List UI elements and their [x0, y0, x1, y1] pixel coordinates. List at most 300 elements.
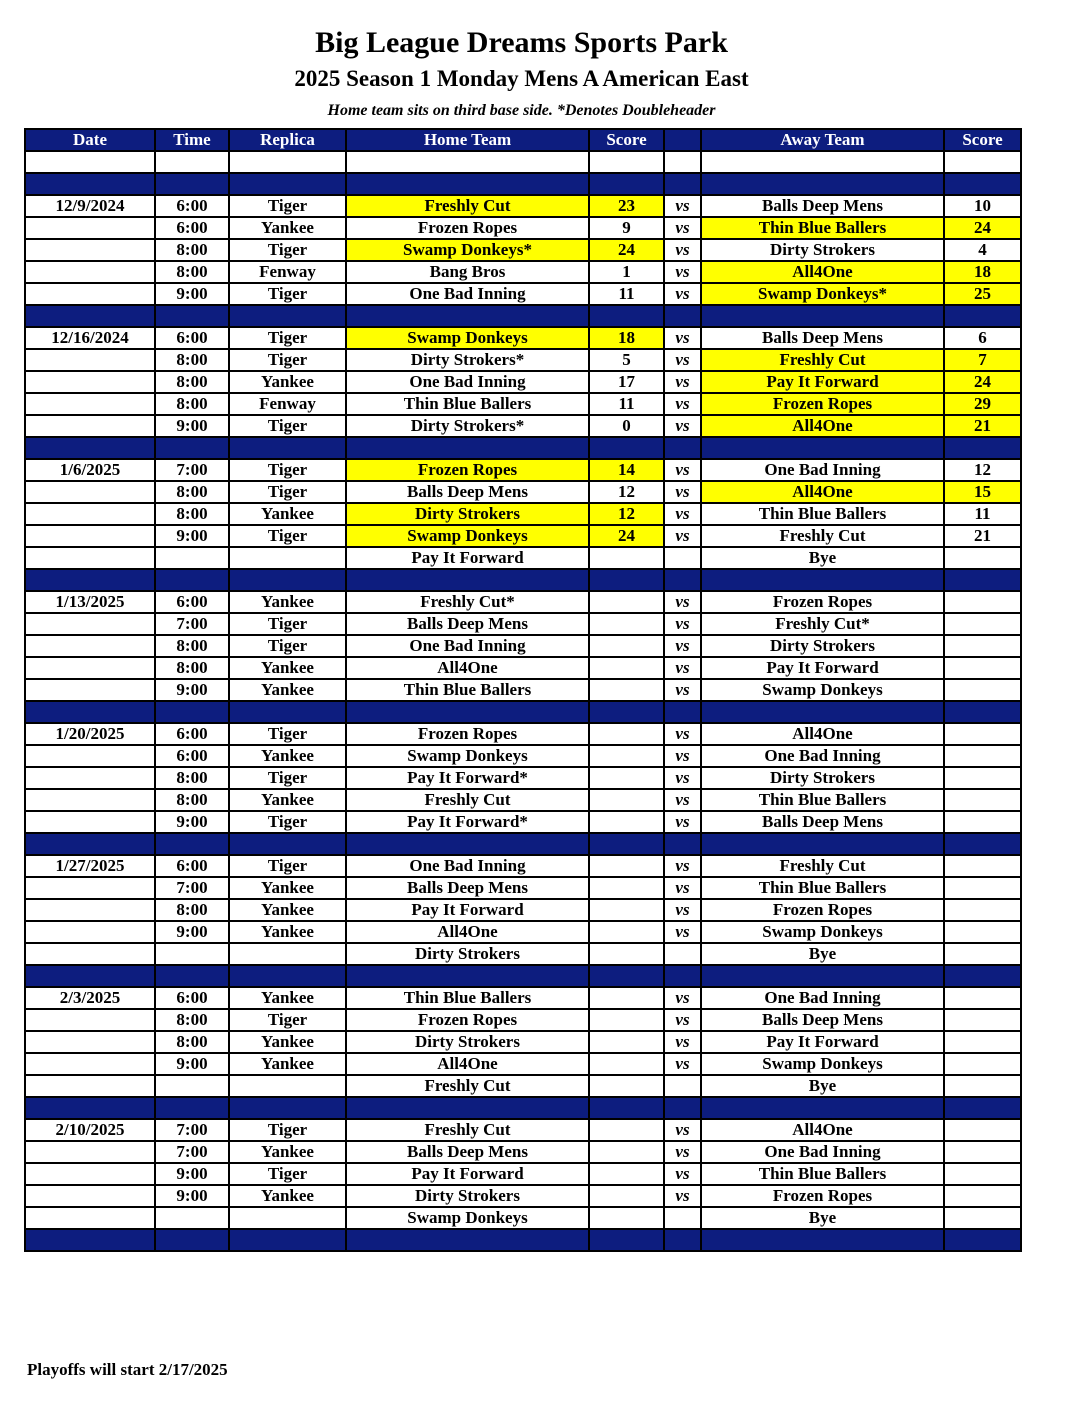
home-score: 0 — [589, 415, 664, 437]
away-score — [944, 613, 1021, 635]
home-team: Frozen Ropes — [346, 217, 589, 239]
away-team: Pay It Forward — [701, 1031, 944, 1053]
home-team: Balls Deep Mens — [346, 613, 589, 635]
vs-label: vs — [664, 1163, 701, 1185]
separator-cell — [944, 1097, 1021, 1119]
blank-cell — [589, 151, 664, 173]
separator-cell — [589, 701, 664, 723]
away-team: Balls Deep Mens — [701, 327, 944, 349]
game-time: 8:00 — [155, 1009, 229, 1031]
vs-label: vs — [664, 855, 701, 877]
home-score — [589, 547, 664, 569]
game-row — [25, 767, 1021, 789]
vs-label: vs — [664, 745, 701, 767]
home-score — [589, 1163, 664, 1185]
home-score — [589, 789, 664, 811]
away-score — [944, 723, 1021, 745]
game-replica: Yankee — [229, 877, 346, 899]
page-subtitle: 2025 Season 1 Monday Mens A American East — [294, 66, 749, 91]
vs-label: vs — [664, 481, 701, 503]
vs-label: vs — [664, 987, 701, 1009]
home-score — [589, 1185, 664, 1207]
vs-label: vs — [664, 327, 701, 349]
game-replica: Tiger — [229, 239, 346, 261]
game-time: 8:00 — [155, 261, 229, 283]
home-team: Thin Blue Ballers — [346, 679, 589, 701]
home-team: Swamp Donkeys — [346, 745, 589, 767]
away-team: Freshly Cut* — [701, 613, 944, 635]
away-score — [944, 1163, 1021, 1185]
game-row — [25, 283, 1021, 305]
separator-cell — [944, 965, 1021, 987]
home-score — [589, 1075, 664, 1097]
blank-row — [25, 151, 1021, 173]
away-score: 21 — [944, 415, 1021, 437]
vs-label: vs — [664, 635, 701, 657]
blank-cell — [701, 151, 944, 173]
vs-label: vs — [664, 811, 701, 833]
away-score — [944, 745, 1021, 767]
vs-label — [664, 943, 701, 965]
separator-cell — [25, 1097, 155, 1119]
col-time: Time — [155, 129, 229, 151]
game-date — [25, 679, 155, 701]
home-team: Pay It Forward* — [346, 767, 589, 789]
away-score — [944, 899, 1021, 921]
separator-cell — [664, 1229, 701, 1251]
separator-cell — [229, 1229, 346, 1251]
home-team: Thin Blue Ballers — [346, 987, 589, 1009]
vs-label: vs — [664, 613, 701, 635]
away-score — [944, 1119, 1021, 1141]
game-replica: Tiger — [229, 767, 346, 789]
separator-cell — [664, 569, 701, 591]
game-time: 8:00 — [155, 349, 229, 371]
game-time — [155, 1207, 229, 1229]
home-team: Swamp Donkeys — [346, 1207, 589, 1229]
game-date — [25, 371, 155, 393]
game-row — [25, 987, 1021, 1009]
away-score: 24 — [944, 217, 1021, 239]
game-date — [25, 789, 155, 811]
blank-cell — [155, 151, 229, 173]
home-score: 24 — [589, 239, 664, 261]
home-score: 12 — [589, 481, 664, 503]
home-team: Dirty Strokers — [346, 1185, 589, 1207]
away-team: Swamp Donkeys — [701, 1053, 944, 1075]
away-score — [944, 635, 1021, 657]
home-team: One Bad Inning — [346, 855, 589, 877]
game-time — [155, 1075, 229, 1097]
away-score — [944, 943, 1021, 965]
header-row — [25, 129, 1021, 151]
home-score — [589, 745, 664, 767]
away-team: Bye — [701, 943, 944, 965]
game-date: 1/6/2025 — [25, 459, 155, 481]
separator-cell — [346, 569, 589, 591]
away-score: 24 — [944, 371, 1021, 393]
away-score: 25 — [944, 283, 1021, 305]
vs-label: vs — [664, 349, 701, 371]
away-score — [944, 987, 1021, 1009]
game-replica: Tiger — [229, 459, 346, 481]
game-date — [25, 635, 155, 657]
game-time: 8:00 — [155, 239, 229, 261]
game-row — [25, 1207, 1021, 1229]
vs-label: vs — [664, 1053, 701, 1075]
separator-cell — [701, 173, 944, 195]
home-team: Swamp Donkeys* — [346, 239, 589, 261]
home-score: 23 — [589, 195, 664, 217]
game-date — [25, 745, 155, 767]
game-replica: Tiger — [229, 613, 346, 635]
game-replica: Yankee — [229, 789, 346, 811]
vs-label — [664, 547, 701, 569]
home-team: Pay It Forward — [346, 547, 589, 569]
home-score: 18 — [589, 327, 664, 349]
home-score — [589, 811, 664, 833]
week-separator — [25, 965, 1021, 987]
vs-label — [664, 1207, 701, 1229]
separator-cell — [155, 833, 229, 855]
game-date — [25, 547, 155, 569]
game-date — [25, 1185, 155, 1207]
away-team: Frozen Ropes — [701, 1185, 944, 1207]
game-date — [25, 525, 155, 547]
home-team: Balls Deep Mens — [346, 481, 589, 503]
week-separator — [25, 1229, 1021, 1251]
home-team: All4One — [346, 921, 589, 943]
vs-label: vs — [664, 1009, 701, 1031]
home-team: Balls Deep Mens — [346, 877, 589, 899]
week-separator — [25, 173, 1021, 195]
away-team: Dirty Strokers — [701, 767, 944, 789]
separator-cell — [25, 833, 155, 855]
away-team: Frozen Ropes — [701, 591, 944, 613]
away-team: Freshly Cut — [701, 855, 944, 877]
away-team: One Bad Inning — [701, 987, 944, 1009]
game-time: 9:00 — [155, 525, 229, 547]
separator-cell — [701, 965, 944, 987]
separator-cell — [664, 305, 701, 327]
home-score — [589, 723, 664, 745]
vs-label: vs — [664, 591, 701, 613]
home-score — [589, 635, 664, 657]
game-replica — [229, 1207, 346, 1229]
away-team: Balls Deep Mens — [701, 195, 944, 217]
separator-cell — [346, 833, 589, 855]
away-team: Thin Blue Ballers — [701, 1163, 944, 1185]
game-time: 6:00 — [155, 745, 229, 767]
away-score — [944, 1141, 1021, 1163]
separator-cell — [25, 305, 155, 327]
away-team: All4One — [701, 1119, 944, 1141]
week-separator — [25, 701, 1021, 723]
vs-label: vs — [664, 371, 701, 393]
home-score: 9 — [589, 217, 664, 239]
away-team: Dirty Strokers — [701, 635, 944, 657]
game-date — [25, 1053, 155, 1075]
home-team: Dirty Strokers* — [346, 349, 589, 371]
home-team: Frozen Ropes — [346, 723, 589, 745]
vs-label: vs — [664, 239, 701, 261]
game-replica — [229, 1075, 346, 1097]
separator-cell — [229, 1097, 346, 1119]
game-replica: Tiger — [229, 723, 346, 745]
game-time: 8:00 — [155, 789, 229, 811]
game-row — [25, 371, 1021, 393]
game-row — [25, 855, 1021, 877]
separator-cell — [944, 701, 1021, 723]
game-time: 9:00 — [155, 921, 229, 943]
separator-cell — [589, 1097, 664, 1119]
separator-cell — [944, 173, 1021, 195]
game-date — [25, 1031, 155, 1053]
separator-cell — [155, 701, 229, 723]
separator-cell — [155, 569, 229, 591]
separator-cell — [944, 305, 1021, 327]
game-time: 9:00 — [155, 415, 229, 437]
week-separator — [25, 437, 1021, 459]
playoffs-note: Playoffs will start 2/17/2025 — [27, 1360, 228, 1379]
separator-cell — [229, 701, 346, 723]
home-score — [589, 613, 664, 635]
away-team: Thin Blue Ballers — [701, 877, 944, 899]
game-row — [25, 525, 1021, 547]
vs-label: vs — [664, 789, 701, 811]
separator-cell — [701, 437, 944, 459]
home-team: One Bad Inning — [346, 635, 589, 657]
vs-label: vs — [664, 195, 701, 217]
game-date — [25, 283, 155, 305]
home-score — [589, 591, 664, 613]
vs-label: vs — [664, 525, 701, 547]
schedule-body — [25, 151, 1021, 1251]
separator-cell — [346, 1097, 589, 1119]
home-score — [589, 987, 664, 1009]
vs-label: vs — [664, 657, 701, 679]
home-score — [589, 657, 664, 679]
home-team: Freshly Cut — [346, 1075, 589, 1097]
separator-cell — [346, 437, 589, 459]
home-score — [589, 855, 664, 877]
game-time: 8:00 — [155, 1031, 229, 1053]
game-time: 6:00 — [155, 195, 229, 217]
game-time: 6:00 — [155, 987, 229, 1009]
home-team: Pay It Forward* — [346, 811, 589, 833]
away-score: 4 — [944, 239, 1021, 261]
away-team: Frozen Ropes — [701, 393, 944, 415]
away-score — [944, 547, 1021, 569]
game-row — [25, 723, 1021, 745]
separator-cell — [944, 1229, 1021, 1251]
away-score — [944, 877, 1021, 899]
game-date: 12/16/2024 — [25, 327, 155, 349]
game-row — [25, 547, 1021, 569]
game-replica: Yankee — [229, 745, 346, 767]
away-team: Freshly Cut — [701, 349, 944, 371]
week-separator — [25, 305, 1021, 327]
separator-cell — [25, 173, 155, 195]
schedule-table — [24, 128, 1022, 1252]
game-date — [25, 767, 155, 789]
away-score — [944, 591, 1021, 613]
home-score — [589, 943, 664, 965]
away-team: Frozen Ropes — [701, 899, 944, 921]
game-time: 7:00 — [155, 1141, 229, 1163]
game-row — [25, 921, 1021, 943]
separator-cell — [701, 701, 944, 723]
game-row — [25, 261, 1021, 283]
separator-cell — [229, 437, 346, 459]
blank-cell — [25, 151, 155, 173]
vs-label: vs — [664, 679, 701, 701]
home-score — [589, 1141, 664, 1163]
separator-cell — [589, 833, 664, 855]
game-row — [25, 239, 1021, 261]
separator-cell — [944, 437, 1021, 459]
game-replica: Yankee — [229, 1053, 346, 1075]
separator-cell — [155, 1097, 229, 1119]
home-score — [589, 921, 664, 943]
away-score: 7 — [944, 349, 1021, 371]
game-replica: Yankee — [229, 1031, 346, 1053]
away-team: Pay It Forward — [701, 371, 944, 393]
game-time: 9:00 — [155, 1053, 229, 1075]
week-separator — [25, 569, 1021, 591]
game-time: 8:00 — [155, 635, 229, 657]
away-score — [944, 921, 1021, 943]
separator-cell — [25, 701, 155, 723]
home-team: Dirty Strokers — [346, 943, 589, 965]
game-date — [25, 613, 155, 635]
home-score — [589, 1053, 664, 1075]
away-score — [944, 811, 1021, 833]
away-team: One Bad Inning — [701, 1141, 944, 1163]
game-replica: Tiger — [229, 283, 346, 305]
game-replica: Tiger — [229, 415, 346, 437]
game-replica: Yankee — [229, 1141, 346, 1163]
separator-cell — [25, 1229, 155, 1251]
game-row — [25, 1119, 1021, 1141]
away-team: Balls Deep Mens — [701, 1009, 944, 1031]
game-row — [25, 789, 1021, 811]
game-replica: Yankee — [229, 987, 346, 1009]
away-team: All4One — [701, 723, 944, 745]
vs-label: vs — [664, 459, 701, 481]
game-date: 1/27/2025 — [25, 855, 155, 877]
separator-cell — [229, 173, 346, 195]
col-away-score: Score — [944, 129, 1021, 151]
home-team: Dirty Strokers — [346, 1031, 589, 1053]
game-replica: Yankee — [229, 899, 346, 921]
game-row — [25, 679, 1021, 701]
home-score: 12 — [589, 503, 664, 525]
game-replica: Yankee — [229, 921, 346, 943]
game-time: 7:00 — [155, 613, 229, 635]
game-replica: Tiger — [229, 195, 346, 217]
home-score: 11 — [589, 393, 664, 415]
away-score: 12 — [944, 459, 1021, 481]
away-team: Thin Blue Ballers — [701, 789, 944, 811]
home-score — [589, 899, 664, 921]
game-time: 8:00 — [155, 767, 229, 789]
col-away-team: Away Team — [701, 129, 944, 151]
game-time — [155, 943, 229, 965]
game-date — [25, 239, 155, 261]
home-score — [589, 1207, 664, 1229]
away-score — [944, 1053, 1021, 1075]
vs-label: vs — [664, 1119, 701, 1141]
separator-cell — [664, 965, 701, 987]
separator-cell — [664, 1097, 701, 1119]
game-date — [25, 217, 155, 239]
game-replica: Yankee — [229, 217, 346, 239]
away-team: Bye — [701, 1075, 944, 1097]
game-row — [25, 899, 1021, 921]
away-score — [944, 855, 1021, 877]
separator-cell — [155, 173, 229, 195]
game-time: 9:00 — [155, 811, 229, 833]
game-time: 8:00 — [155, 481, 229, 503]
home-team: Freshly Cut — [346, 789, 589, 811]
game-date — [25, 261, 155, 283]
game-row — [25, 1141, 1021, 1163]
home-score: 11 — [589, 283, 664, 305]
game-time: 7:00 — [155, 877, 229, 899]
vs-label: vs — [664, 1031, 701, 1053]
game-replica: Tiger — [229, 635, 346, 657]
vs-label: vs — [664, 283, 701, 305]
col-date: Date — [25, 129, 155, 151]
separator-cell — [25, 437, 155, 459]
game-replica: Tiger — [229, 811, 346, 833]
game-time: 8:00 — [155, 899, 229, 921]
game-row — [25, 393, 1021, 415]
game-replica: Yankee — [229, 591, 346, 613]
separator-cell — [346, 1229, 589, 1251]
game-date — [25, 811, 155, 833]
game-row — [25, 877, 1021, 899]
game-date — [25, 415, 155, 437]
game-row — [25, 459, 1021, 481]
game-time: 9:00 — [155, 679, 229, 701]
game-time: 8:00 — [155, 371, 229, 393]
separator-cell — [229, 965, 346, 987]
game-replica: Fenway — [229, 393, 346, 415]
schedule-note: Home team sits on third base side. *Denotes Doubleheader — [327, 102, 716, 119]
game-row — [25, 481, 1021, 503]
separator-cell — [589, 437, 664, 459]
game-row — [25, 327, 1021, 349]
vs-label: vs — [664, 415, 701, 437]
game-replica: Tiger — [229, 1163, 346, 1185]
away-team: Thin Blue Ballers — [701, 503, 944, 525]
game-date — [25, 1141, 155, 1163]
blank-cell — [346, 151, 589, 173]
week-separator — [25, 833, 1021, 855]
col-home-team: Home Team — [346, 129, 589, 151]
game-row — [25, 415, 1021, 437]
away-score: 10 — [944, 195, 1021, 217]
away-score: 15 — [944, 481, 1021, 503]
home-score: 5 — [589, 349, 664, 371]
home-team: Pay It Forward — [346, 899, 589, 921]
separator-cell — [944, 569, 1021, 591]
game-row — [25, 1185, 1021, 1207]
blank-cell — [229, 151, 346, 173]
away-score — [944, 1031, 1021, 1053]
